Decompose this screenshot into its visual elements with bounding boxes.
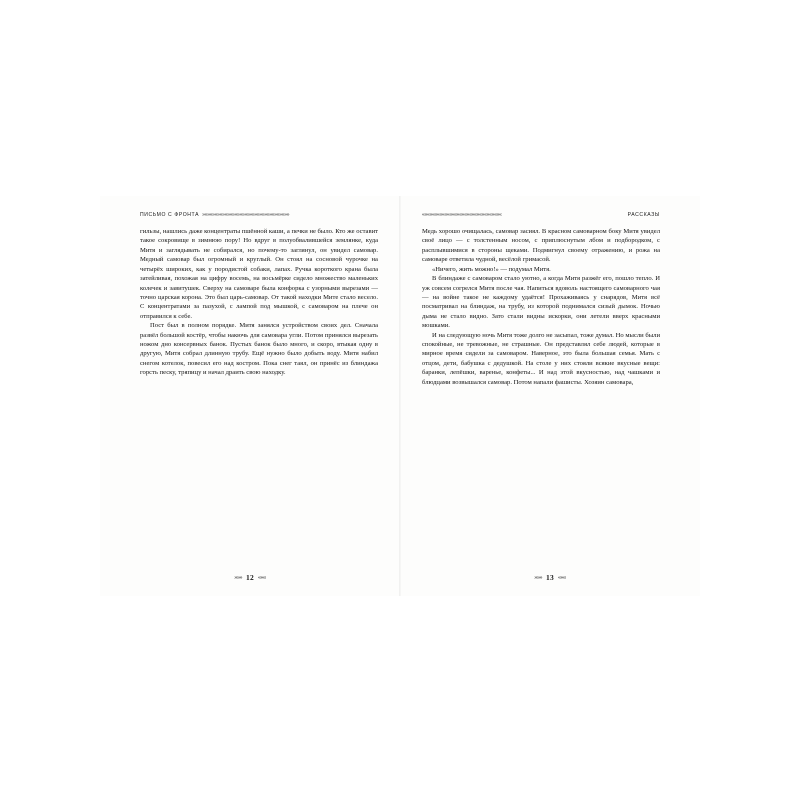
left-running-head	[140, 210, 378, 220]
paragraph: И на следующую ночь Митя тоже долго не засыпал, тоже думал. Но мысли были спокойные, не тревожные, не страшные. Он представлял себе людей, которые в мирное время сидели за самоваром. Наверное, это была большая семья. Мать с отцом, дети, бабушка с дедушкой. На столе у них стояли всякие вкусные вещи: баранки, лепёшки, варенье, конфеты... И над этой вкусностью, над чашками и блюдцами возвышался самовар. Потом напали фашисты. Хозяин самовара,	[422, 331, 660, 386]
left-folio	[100, 573, 400, 582]
paragraph: В блиндаже с самоваром стало уютно, а когда Митя разжёг его, пошло тепло. И уж совсем согрелся Митя после чая. Напиться вдоволь настоящего самоварного чая — на войне такое не каждому удаётся! Прохаживаясь у снарядов, Митя всё посматривал на блиндаж, на трубу, из которой поднимался сизый дымок. Ночью дыма не стало видно. Зато стали видны искорки, они летели вверх красными мошками.	[422, 275, 660, 330]
folio-arrows-right: «««	[257, 574, 266, 581]
left-page-text	[140, 227, 378, 378]
left-running-head-title: ПИСЬМО С ФРОНТА	[140, 212, 200, 218]
folio-arrows-right: «««	[557, 574, 566, 581]
folio-arrows-left: »»»	[234, 574, 243, 581]
book-gutter	[399, 196, 401, 596]
folio-arrows-left: »»»	[534, 574, 543, 581]
paragraph: Пост был в полном порядке. Митя занялся устройством своих дел. Сначала развёл большой костёр, чтобы накючь для самовара угли. Потом принялся вырезать ножом дно консервных банок. Пустых банок было много, и скоро, втыкая одну в другую, Митя собрал длинную трубу. Ещё нужно было добыть воду. Митя набил снегом котелок, повесил его над костром. Пока снег таял, он принёс из блиндажа горсть песку, тряпицу и начал драить свою находку.	[140, 322, 378, 377]
paragraph: гильзы, нашлись даже концентраты пшённой каши, а печки не было. Кто же оставит такое сокровище в зимнюю пору! Но вдруг в полуобвалившейся землянке, куда Митя и заглядывать не собирался, но почему-то заглянул, он увидел самовар. Медный самовар был огромный и круглый. Он стоял на сосновой чурочке на четырёх широких, как у породистой собаки, лапах. Ручка короткого крана была затейливая, похожая на цифру восемь, на восьмёрке сидело множество маленьких колечек и завитушек. Сверху на самоваре была конфорка с узорными вырезами — точно царская корона. Это был царь-самовар. От такой находки Мите стало весело. С концентратами за пазухой, с лампой под мышкой, с самоваром на плече он отправился к себе.	[140, 228, 378, 320]
right-running-head	[422, 210, 660, 220]
ornament-rule-left: »»»»»»»»»»»»»»»»»»»»»»»»»»»»»»»»»»»	[202, 212, 290, 218]
right-running-head-title: РАССКАЗЫ	[627, 212, 660, 218]
left-page	[100, 196, 400, 596]
ornament-rule-right: ««««««««««««««««««««««««««««««««	[422, 212, 502, 218]
right-page	[400, 196, 700, 596]
right-page-text	[422, 227, 660, 387]
paragraph: Медь хорошо очищалась, самовар засиял. В красном самоварном боку Митя увидел своё лицо — с толстенным носом, с приплюснутым лбом и подбородком, с расплывшимися в стороны щеками. Подмигнул своему отражению, и рожа на самоваре ответила чудной, весёлой гримасой.	[422, 228, 660, 264]
paragraph: «Ничего, жить можно!» — подумал Митя.	[432, 265, 551, 273]
page-number: 12	[246, 573, 254, 582]
page-number: 13	[546, 573, 554, 582]
right-folio	[400, 573, 700, 582]
